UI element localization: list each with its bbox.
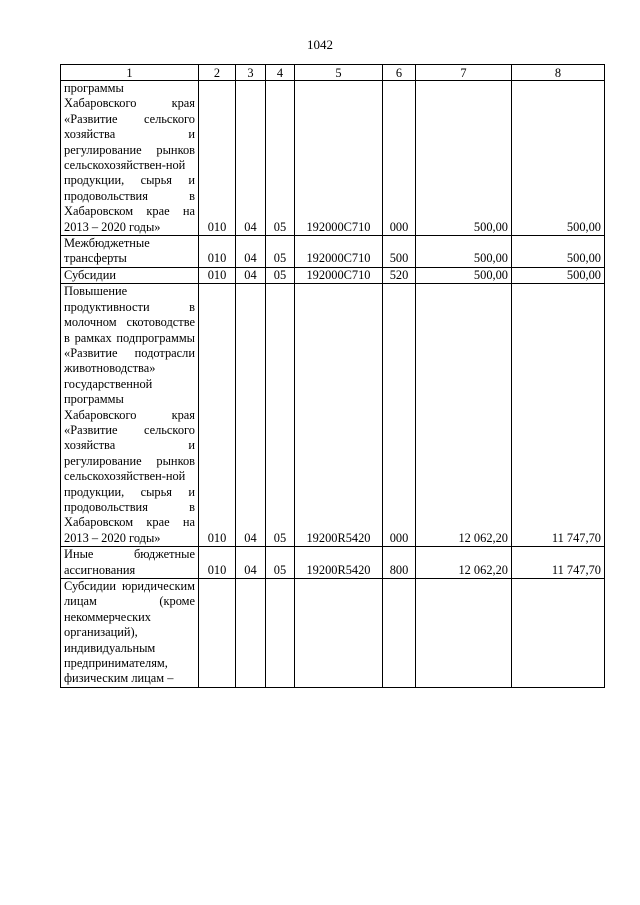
cell-amount-8: 11 747,70 — [512, 547, 605, 579]
column-header: 1 — [61, 65, 199, 81]
cell-section: 04 — [236, 267, 266, 283]
column-header: 2 — [199, 65, 236, 81]
cell-expense-type: 520 — [383, 267, 416, 283]
cell-subsection: 05 — [266, 267, 295, 283]
cell-amount-7: 500,00 — [416, 236, 512, 268]
row-description: Повышение продуктивности в молочном скотоводстве в рамках подпрограммы «Развитие подотрасли животноводства» государственной программы Хабаровского края «Развитие сельского хозяйства и регулирование рынков сельскохозяйствен-ной продукции, сырья и продовольствия в Хабаровском крае на 2013 – 2020 годы» — [61, 284, 199, 547]
row-description: Иные бюджетные ассигнования — [61, 547, 199, 579]
cell-section: 04 — [236, 547, 266, 579]
cell-expense-type: 500 — [383, 236, 416, 268]
column-header: 4 — [266, 65, 295, 81]
page-number: 1042 — [307, 37, 333, 52]
budget-table — [60, 64, 605, 688]
cell-expense-type: 000 — [383, 81, 416, 236]
column-header: 5 — [295, 65, 383, 81]
cell-code: 010 — [199, 236, 236, 268]
cell-amount-8: 11 747,70 — [512, 284, 605, 547]
cell-amount-8 — [512, 579, 605, 688]
row-description: Межбюджетные трансферты — [61, 236, 199, 268]
cell-target-article: 19200R5420 — [295, 547, 383, 579]
table-row — [61, 236, 605, 268]
cell-code: 010 — [199, 81, 236, 236]
cell-target-article: 19200R5420 — [295, 284, 383, 547]
cell-subsection: 05 — [266, 81, 295, 236]
cell-section: 04 — [236, 236, 266, 268]
cell-section: 04 — [236, 284, 266, 547]
cell-code: 010 — [199, 267, 236, 283]
cell-target-article: 192000С710 — [295, 267, 383, 283]
cell-section — [236, 579, 266, 688]
cell-subsection — [266, 579, 295, 688]
column-header: 8 — [512, 65, 605, 81]
cell-amount-8: 500,00 — [512, 267, 605, 283]
table-header-row — [61, 65, 605, 81]
table-row — [61, 267, 605, 283]
cell-subsection: 05 — [266, 284, 295, 547]
cell-code: 010 — [199, 547, 236, 579]
cell-expense-type: 800 — [383, 547, 416, 579]
cell-amount-7: 500,00 — [416, 81, 512, 236]
column-header: 3 — [236, 65, 266, 81]
row-description: Субсидии — [61, 267, 199, 283]
table-row — [61, 547, 605, 579]
table-row — [61, 284, 605, 547]
cell-subsection: 05 — [266, 236, 295, 268]
cell-amount-7: 12 062,20 — [416, 547, 512, 579]
column-header: 6 — [383, 65, 416, 81]
cell-expense-type — [383, 579, 416, 688]
table-row — [61, 579, 605, 688]
cell-code: 010 — [199, 284, 236, 547]
cell-section: 04 — [236, 81, 266, 236]
row-description: Субсидии юридическим лицам (кроме некоммерческих организаций), индивидуальным предпринимателям, физическим лицам – — [61, 579, 199, 688]
cell-code — [199, 579, 236, 688]
cell-amount-7 — [416, 579, 512, 688]
cell-target-article — [295, 579, 383, 688]
column-header: 7 — [416, 65, 512, 81]
cell-target-article: 192000С710 — [295, 236, 383, 268]
cell-subsection: 05 — [266, 547, 295, 579]
cell-target-article: 192000С710 — [295, 81, 383, 236]
cell-amount-7: 500,00 — [416, 267, 512, 283]
cell-amount-7: 12 062,20 — [416, 284, 512, 547]
cell-expense-type: 000 — [383, 284, 416, 547]
cell-amount-8: 500,00 — [512, 81, 605, 236]
cell-amount-8: 500,00 — [512, 236, 605, 268]
table-row — [61, 81, 605, 236]
row-description: программы Хабаровского края «Развитие сельского хозяйства и регулирование рынков сельскохозяйствен-ной продукции, сырья и продовольствия в Хабаровском крае на 2013 – 2020 годы» — [61, 81, 199, 236]
